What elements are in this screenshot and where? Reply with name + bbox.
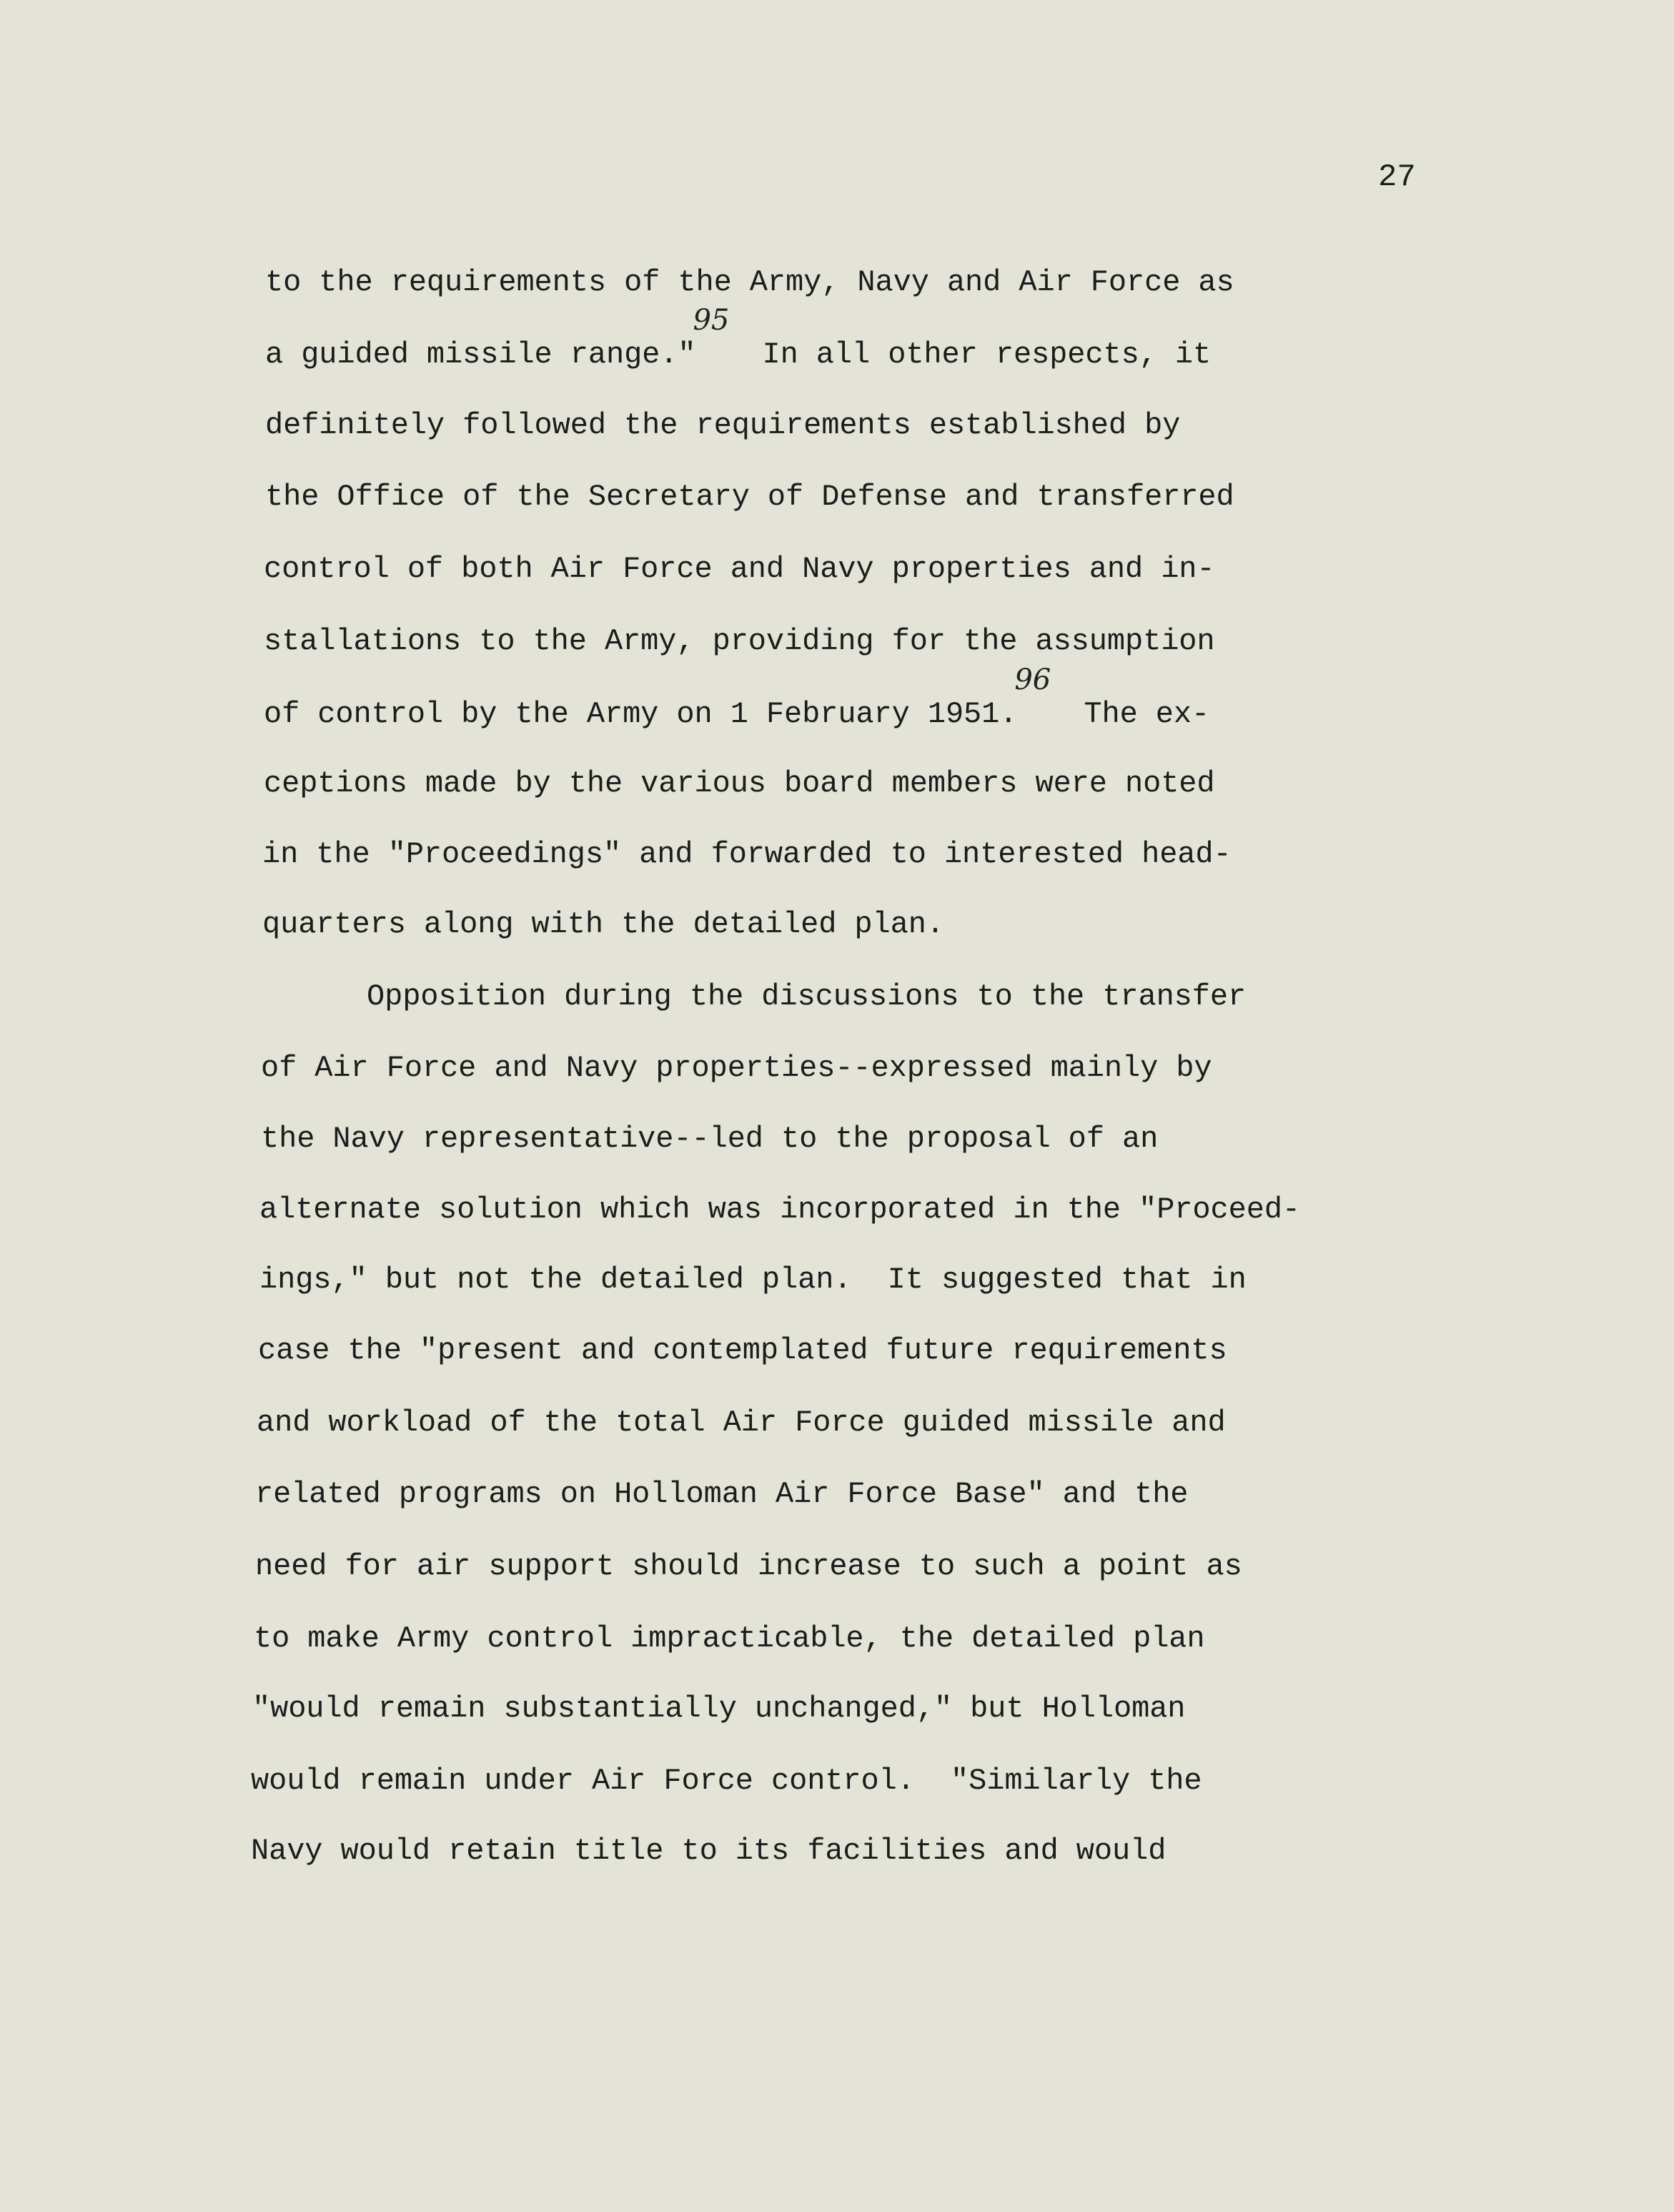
text-segment: In all other respects, it [762, 337, 1212, 372]
text-line: quarters along with the detailed plan. [262, 907, 944, 942]
text-line: "would remain substantially unchanged," but Holloman [252, 1692, 1186, 1726]
footnote-reference: 96 [1014, 663, 1051, 696]
text-line: the Navy representative--led to the proposal of an [261, 1122, 1159, 1156]
text-line: to the requirements of the Army, Navy and Air Force as [265, 265, 1234, 300]
text-segment: The ex- [1084, 697, 1210, 731]
text-line: alternate solution which was incorporated in the "Proceed- [259, 1193, 1301, 1227]
text-line [265, 304, 1212, 372]
text-line: to make Army control impracticable, the detailed plan [254, 1621, 1205, 1656]
page-number: 27 [1378, 159, 1416, 195]
text-line: stallations to the Army, providing for the assumption [264, 624, 1215, 658]
text-line: ceptions made by the various board members were noted [264, 766, 1215, 801]
text-line: ings," but not the detailed plan. It suggested that in [259, 1263, 1247, 1297]
text-line: in the "Proceedings" and forwarded to interested head- [262, 837, 1232, 872]
text-line: case the "present and contemplated future requirements [258, 1333, 1227, 1368]
text-line: would remain under Air Force control. "Similarly the [251, 1764, 1202, 1798]
text-line: of Air Force and Navy properties--expressed mainly by [261, 1051, 1212, 1085]
text-line: related programs on Holloman Air Force Base" and the [255, 1477, 1189, 1511]
text-segment: a guided missile range." [265, 337, 696, 372]
text-line: and workload of the total Air Force guided missile and [257, 1406, 1226, 1440]
text-line: the Office of the Secretary of Defense and transferred [265, 480, 1234, 514]
footnote-reference: 95 [693, 304, 730, 337]
text-segment: of control by the Army on 1 February 1951. [264, 697, 1018, 731]
text-line: control of both Air Force and Navy properties and in- [264, 552, 1215, 586]
paragraph-start-line: Opposition during the discussions to the transfer [367, 979, 1247, 1014]
text-line [264, 663, 1210, 732]
text-line: Navy would retain title to its facilities and would [251, 1834, 1167, 1868]
text-line: definitely followed the requirements established by [265, 408, 1181, 443]
text-line: need for air support should increase to such a point as [255, 1549, 1242, 1584]
